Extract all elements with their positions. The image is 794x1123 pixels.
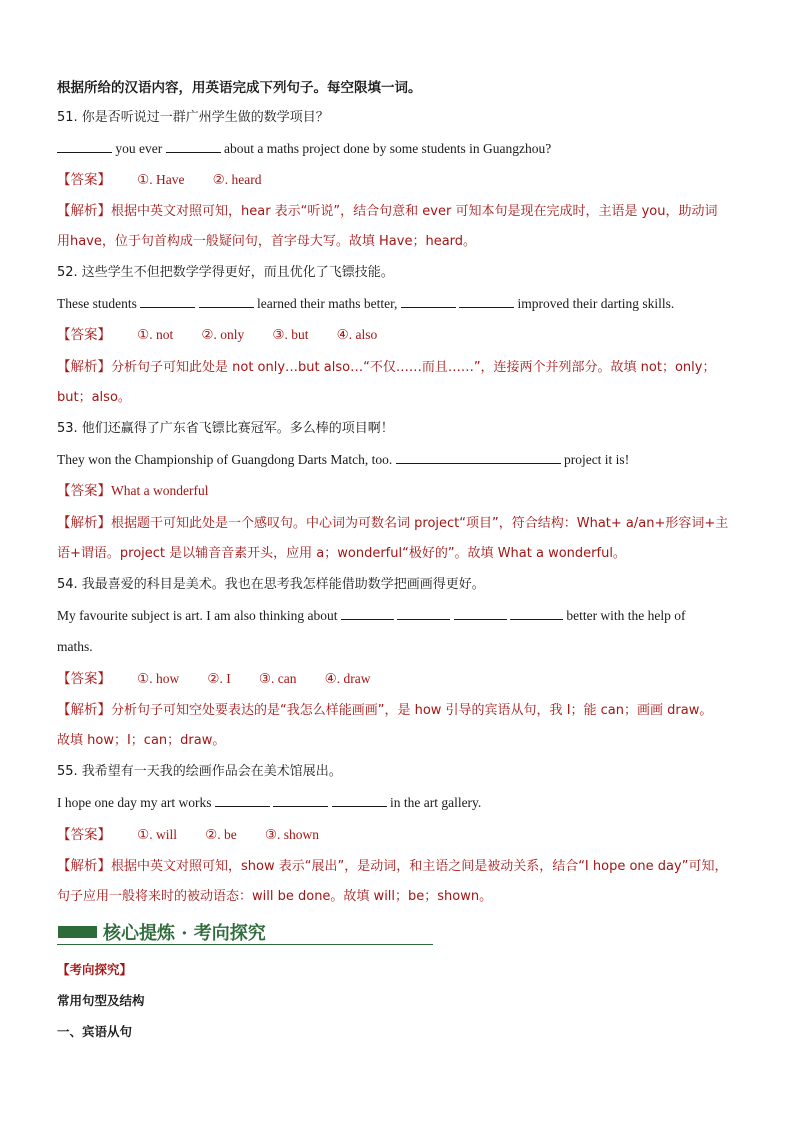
- analysis-label: 【解析】: [57, 359, 111, 375]
- section-tag: 【考向探究】: [57, 962, 133, 977]
- q55-sentence: [57, 794, 754, 812]
- blank: [459, 295, 514, 308]
- q51-analysis-1: [57, 202, 754, 221]
- q53-analysis-1: [57, 514, 754, 533]
- q51-text-1: you ever: [115, 141, 163, 156]
- q52-chinese: 52. 这些学生不但把数学学得更好，而且优化了飞镖技能。: [57, 265, 394, 280]
- q55-analysis-2: 句子应用一般将来时的被动语态：will be done。故填 will；be；shown。: [57, 889, 493, 904]
- analysis-label: 【解析】: [57, 858, 111, 874]
- blank: [510, 607, 563, 620]
- answer-label: 【答案】: [57, 827, 111, 843]
- answer-option: ③. can: [258, 671, 297, 686]
- q52-text-2: learned their maths better,: [257, 296, 398, 311]
- answer-option: ①. Have: [137, 172, 185, 187]
- section-title: 核心提炼 · 考向探究: [103, 923, 266, 944]
- analysis-label: 【解析】: [57, 203, 111, 219]
- q54-text-3: maths.: [57, 639, 93, 654]
- analysis-text: 根据中英文对照可知，hear 表示“听说”，结合句意和 ever 可知本句是现在完成时，主语是 you，助动词: [111, 204, 718, 219]
- answer-option: ④. draw: [324, 671, 371, 686]
- answer-label: 【答案】: [57, 483, 111, 499]
- analysis-text: 根据题干可知此处是一个感叹句。中心词为可数名词 project“项目”，符合结构：What+ a/an+形容词+主: [111, 516, 729, 531]
- q51-analysis-2: 用have，位于句首构成一般疑问句，首字母大写。故填 Have；heard。: [57, 234, 477, 249]
- q53-text-1: They won the Championship of Guangdong Darts Match, too.: [57, 452, 393, 467]
- q51-answer: [57, 171, 754, 190]
- q54-sentence: [57, 607, 754, 625]
- answer-option: ②. be: [205, 827, 237, 842]
- q54-chinese: 54. 我最喜爱的科目是美术。我也在思考我怎样能借助数学把画画得更好。: [57, 577, 485, 592]
- q54-text-1: My favourite subject is art. I am also thinking about: [57, 608, 338, 623]
- q55-chinese: 55. 我希望有一天我的绘画作品会在美术馆展出。: [57, 764, 342, 779]
- q53-analysis-2: 语+谓语。project 是以辅音音素开头，应用 a；wonderful“极好的”。故填 What a wonderful。: [57, 546, 626, 561]
- section-subtitle: 常用句型及结构: [57, 993, 145, 1008]
- blank: [341, 607, 394, 620]
- q54-analysis-2: 故填 how；I；can；draw。: [57, 733, 226, 748]
- instruction: 根据所给的汉语内容，用英语完成下列句子。每空限填一词。: [57, 80, 422, 96]
- answer-label: 【答案】: [57, 172, 111, 188]
- answer-option: ②. heard: [212, 172, 262, 187]
- blank: [199, 295, 254, 308]
- answer-option: ①. will: [137, 827, 177, 842]
- blank: [397, 607, 450, 620]
- q53-chinese: 53. 他们还赢得了广东省飞镖比赛冠军。多么棒的项目啊！: [57, 421, 394, 436]
- blank: [454, 607, 507, 620]
- blank: [140, 295, 195, 308]
- answer-option: ②. I: [207, 671, 231, 686]
- analysis-label: 【解析】: [57, 702, 111, 718]
- blank: [57, 140, 112, 153]
- section-item: 一、宾语从句: [57, 1024, 133, 1039]
- q54-analysis-1: [57, 701, 754, 720]
- answer-label: 【答案】: [57, 671, 111, 687]
- q55-analysis-1: [57, 857, 754, 876]
- q52-sentence: [57, 295, 754, 313]
- answer-option: ③. shown: [264, 827, 319, 842]
- answer-option: ①. not: [137, 327, 174, 342]
- q55-text-1: I hope one day my art works: [57, 795, 212, 810]
- q53-sentence: [57, 451, 754, 469]
- blank: [215, 794, 270, 807]
- analysis-text: 分析句子可知此处是 not only…but also…“不仅……而且……”，连接两个并列部分。故填 not；only；: [111, 360, 716, 375]
- q51-chinese: 51. 你是否听说过一群广州学生做的数学项目？: [57, 110, 329, 125]
- answer-option: ③. but: [272, 327, 309, 342]
- q52-answer: [57, 326, 754, 345]
- q53-answer: [57, 482, 754, 501]
- q52-text-1: These students: [57, 296, 137, 311]
- q53-text-2: project it is!: [563, 452, 630, 467]
- answer-label: 【答案】: [57, 327, 111, 343]
- analysis-text: 分析句子可知空处要表达的是“我怎么样能画画”，是 how 引导的宾语从句，我 I；能 can；画画 draw。: [111, 703, 713, 718]
- q51-text-2: about a maths project done by some students in Guangzhou?: [223, 141, 552, 156]
- q55-text-2: in the art gallery.: [389, 795, 482, 810]
- section-header-bar-icon: [58, 926, 97, 938]
- answer-text: What a wonderful: [111, 483, 209, 498]
- blank: [332, 794, 387, 807]
- blank: [401, 295, 456, 308]
- answer-option: ②. only: [201, 327, 245, 342]
- answer-option: ①. how: [137, 671, 180, 686]
- q55-answer: [57, 826, 754, 845]
- answer-option: ④. also: [336, 327, 378, 342]
- blank: [396, 451, 561, 464]
- blank: [273, 794, 328, 807]
- analysis-text: 根据中英文对照可知，show 表示“展出”，是动词，和主语之间是被动关系，结合“I hope one day”可知，: [111, 859, 728, 874]
- q51-sentence: [57, 140, 754, 158]
- q54-answer: [57, 670, 754, 689]
- q52-text-3: improved their darting skills.: [517, 296, 675, 311]
- blank: [166, 140, 221, 153]
- q52-analysis-1: [57, 358, 754, 377]
- analysis-label: 【解析】: [57, 515, 111, 531]
- q52-analysis-2: but；also。: [57, 390, 131, 405]
- section-header: [57, 918, 433, 945]
- q54-text-2: better with the help of: [566, 608, 686, 623]
